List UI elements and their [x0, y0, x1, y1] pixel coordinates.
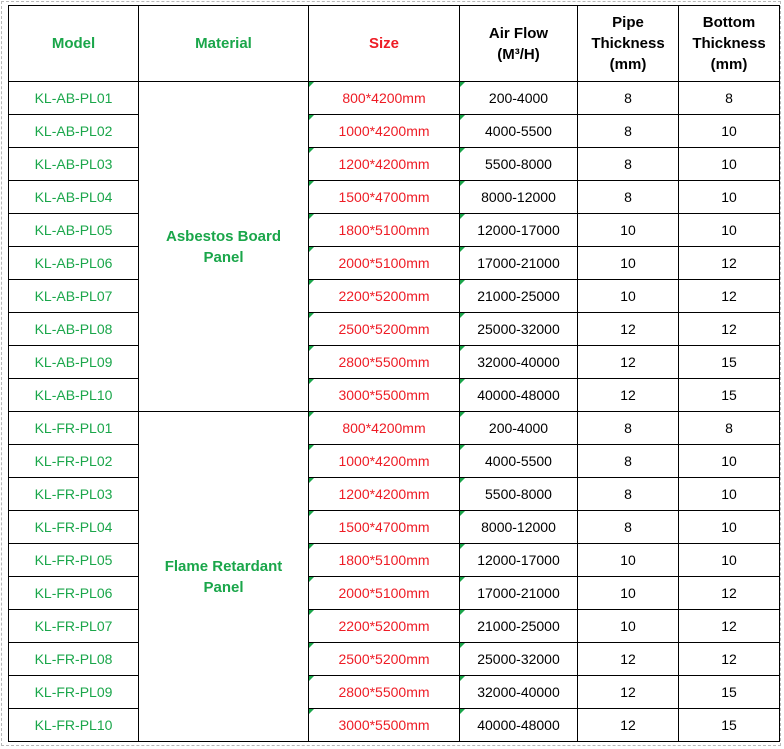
header-size: Size [309, 6, 460, 82]
material-cell [139, 82, 309, 412]
air-flow-cell: 200-4000 [460, 82, 578, 115]
table-row [9, 511, 780, 544]
air-flow-cell: 32000-40000 [460, 676, 578, 709]
air-flow-cell: 8000-12000 [460, 511, 578, 544]
table-row [9, 577, 780, 610]
model-cell: KL-FR-PL10 [9, 709, 139, 742]
header-bottom-thickness-text: Bottom Thickness (mm) [692, 14, 766, 73]
size-cell: 2500*5200mm [309, 643, 460, 676]
table-row [9, 148, 780, 181]
pipe-thickness-cell: 8 [578, 445, 679, 478]
model-cell: KL-FR-PL03 [9, 478, 139, 511]
model-cell: KL-FR-PL06 [9, 577, 139, 610]
pipe-thickness-cell: 10 [578, 544, 679, 577]
model-cell: KL-AB-PL02 [9, 115, 139, 148]
size-cell: 1500*4700mm [309, 181, 460, 214]
air-flow-cell: 5500-8000 [460, 478, 578, 511]
bottom-thickness-cell: 15 [679, 676, 780, 709]
pipe-thickness-cell: 8 [578, 115, 679, 148]
model-cell: KL-AB-PL08 [9, 313, 139, 346]
table-row [9, 610, 780, 643]
header-model: Model [9, 6, 139, 82]
table-row [9, 676, 780, 709]
size-cell: 800*4200mm [309, 412, 460, 445]
pipe-thickness-cell: 8 [578, 511, 679, 544]
bottom-thickness-cell: 12 [679, 247, 780, 280]
air-flow-cell: 40000-48000 [460, 709, 578, 742]
bottom-thickness-cell: 10 [679, 148, 780, 181]
bottom-thickness-cell: 10 [679, 544, 780, 577]
pipe-thickness-cell: 12 [578, 346, 679, 379]
bottom-thickness-cell: 8 [679, 412, 780, 445]
size-cell: 2200*5200mm [309, 280, 460, 313]
bottom-thickness-cell: 12 [679, 280, 780, 313]
pipe-thickness-cell: 8 [578, 478, 679, 511]
pipe-thickness-cell: 10 [578, 577, 679, 610]
table-row [9, 412, 780, 445]
air-flow-cell: 25000-32000 [460, 313, 578, 346]
air-flow-cell: 17000-21000 [460, 577, 578, 610]
model-cell: KL-FR-PL07 [9, 610, 139, 643]
table-row [9, 544, 780, 577]
size-cell: 2500*5200mm [309, 313, 460, 346]
pipe-thickness-cell: 10 [578, 280, 679, 313]
header-material: Material [139, 6, 309, 82]
model-cell: KL-AB-PL10 [9, 379, 139, 412]
table-row [9, 379, 780, 412]
bottom-thickness-cell: 10 [679, 445, 780, 478]
model-cell: KL-AB-PL09 [9, 346, 139, 379]
pipe-thickness-cell: 8 [578, 181, 679, 214]
bottom-thickness-cell: 12 [679, 313, 780, 346]
size-cell: 1000*4200mm [309, 115, 460, 148]
size-cell: 2800*5500mm [309, 346, 460, 379]
bottom-thickness-cell: 8 [679, 82, 780, 115]
model-cell: KL-FR-PL04 [9, 511, 139, 544]
header-bottom-thickness [679, 6, 780, 82]
size-cell: 1200*4200mm [309, 148, 460, 181]
air-flow-cell: 21000-25000 [460, 610, 578, 643]
pipe-thickness-cell: 8 [578, 412, 679, 445]
bottom-thickness-cell: 10 [679, 511, 780, 544]
table-row [9, 214, 780, 247]
size-cell: 2800*5500mm [309, 676, 460, 709]
header-pipe-thickness [578, 6, 679, 82]
material-line: Panel [203, 248, 244, 266]
table-row [9, 313, 780, 346]
size-cell: 1800*5100mm [309, 214, 460, 247]
air-flow-cell: 4000-5500 [460, 445, 578, 478]
model-cell: KL-AB-PL01 [9, 82, 139, 115]
air-flow-cell: 25000-32000 [460, 643, 578, 676]
table-row [9, 247, 780, 280]
table-row [9, 82, 780, 115]
pipe-thickness-cell: 10 [578, 214, 679, 247]
bottom-thickness-cell: 12 [679, 643, 780, 676]
size-cell: 3000*5500mm [309, 379, 460, 412]
table-row [9, 280, 780, 313]
bottom-thickness-cell: 10 [679, 214, 780, 247]
air-flow-cell: 21000-25000 [460, 280, 578, 313]
model-cell: KL-FR-PL08 [9, 643, 139, 676]
pipe-thickness-cell: 8 [578, 148, 679, 181]
model-cell: KL-FR-PL01 [9, 412, 139, 445]
size-cell: 1500*4700mm [309, 511, 460, 544]
bottom-thickness-cell: 15 [679, 379, 780, 412]
size-cell: 800*4200mm [309, 82, 460, 115]
table-row [9, 643, 780, 676]
material-line: Flame Retardant [164, 557, 283, 575]
material-line: Asbestos Board [165, 227, 282, 245]
air-flow-cell: 5500-8000 [460, 148, 578, 181]
model-cell: KL-FR-PL09 [9, 676, 139, 709]
model-cell: KL-AB-PL05 [9, 214, 139, 247]
header-row [9, 6, 780, 82]
air-flow-cell: 40000-48000 [460, 379, 578, 412]
table-row [9, 445, 780, 478]
pipe-thickness-cell: 12 [578, 379, 679, 412]
bottom-thickness-cell: 12 [679, 577, 780, 610]
size-cell: 3000*5500mm [309, 709, 460, 742]
air-flow-cell: 12000-17000 [460, 214, 578, 247]
material-cell [139, 412, 309, 742]
model-cell: KL-FR-PL05 [9, 544, 139, 577]
model-cell: KL-AB-PL07 [9, 280, 139, 313]
air-flow-cell: 4000-5500 [460, 115, 578, 148]
air-flow-cell: 12000-17000 [460, 544, 578, 577]
bottom-thickness-cell: 10 [679, 115, 780, 148]
size-cell: 1200*4200mm [309, 478, 460, 511]
spec-table [8, 5, 780, 742]
pipe-thickness-cell: 8 [578, 82, 679, 115]
bottom-thickness-cell: 15 [679, 346, 780, 379]
header-pipe-thickness-text: Pipe Thickness (mm) [591, 14, 665, 73]
table-row [9, 181, 780, 214]
bottom-thickness-cell: 10 [679, 181, 780, 214]
air-flow-cell: 200-4000 [460, 412, 578, 445]
pipe-thickness-cell: 12 [578, 643, 679, 676]
model-cell: KL-AB-PL04 [9, 181, 139, 214]
table-body [9, 82, 780, 742]
bottom-thickness-cell: 10 [679, 478, 780, 511]
model-cell: KL-AB-PL03 [9, 148, 139, 181]
pipe-thickness-cell: 10 [578, 610, 679, 643]
pipe-thickness-cell: 12 [578, 313, 679, 346]
table-row [9, 478, 780, 511]
air-flow-cell: 32000-40000 [460, 346, 578, 379]
size-cell: 2200*5200mm [309, 610, 460, 643]
size-cell: 1000*4200mm [309, 445, 460, 478]
table-row [9, 346, 780, 379]
size-cell: 2000*5100mm [309, 577, 460, 610]
table-row [9, 115, 780, 148]
header-air-flow [460, 6, 578, 82]
size-cell: 2000*5100mm [309, 247, 460, 280]
bottom-thickness-cell: 15 [679, 709, 780, 742]
model-cell: KL-FR-PL02 [9, 445, 139, 478]
header-air-flow-text: Air Flow (M³/H) [488, 24, 549, 63]
size-cell: 1800*5100mm [309, 544, 460, 577]
pipe-thickness-cell: 12 [578, 676, 679, 709]
pipe-thickness-cell: 10 [578, 247, 679, 280]
model-cell: KL-AB-PL06 [9, 247, 139, 280]
pipe-thickness-cell: 12 [578, 709, 679, 742]
bottom-thickness-cell: 12 [679, 610, 780, 643]
material-line: Panel [203, 578, 244, 596]
table-row [9, 709, 780, 742]
air-flow-cell: 17000-21000 [460, 247, 578, 280]
air-flow-cell: 8000-12000 [460, 181, 578, 214]
